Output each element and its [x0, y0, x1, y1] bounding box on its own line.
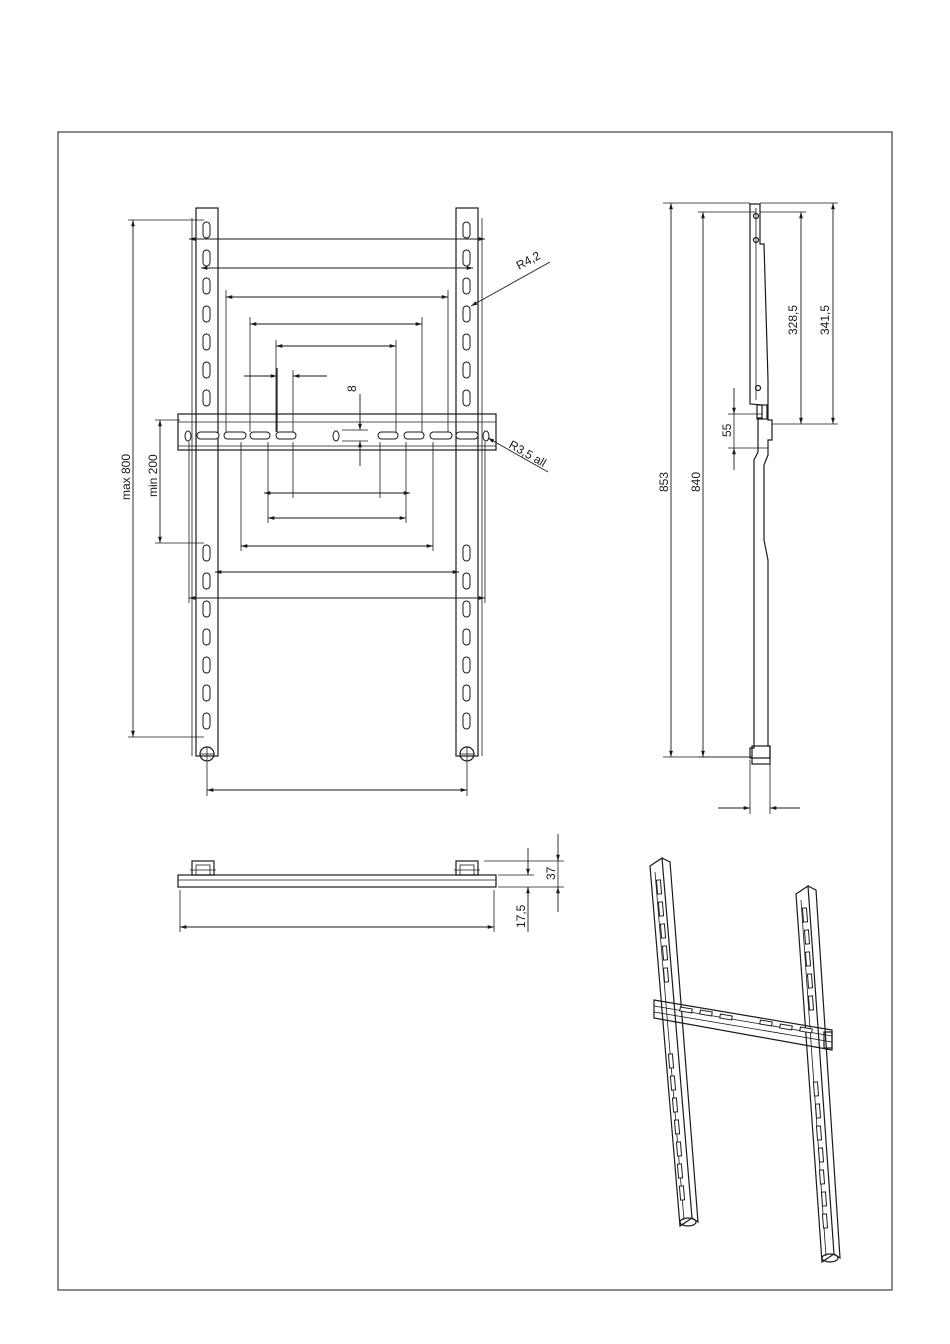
side-view: [657, 203, 838, 814]
label-37: 37: [544, 866, 558, 880]
dimension-840: [689, 212, 756, 757]
iso-right-rail-slots: [802, 908, 827, 1228]
dimension-8: [342, 385, 368, 466]
lower-dimension-lines: [189, 442, 485, 796]
dimension-min-200: [146, 420, 204, 543]
label-840: 840: [689, 471, 703, 492]
side-profile: [750, 204, 772, 764]
label-55: 55: [720, 423, 734, 437]
r35-leader: [488, 437, 549, 472]
label-8: 8: [345, 385, 359, 392]
iso-crossbar: [654, 1000, 832, 1050]
label-3285: 328,5: [786, 304, 800, 335]
front-view: [119, 208, 550, 796]
label-853: 853: [657, 471, 671, 492]
iso-left-rail: [650, 858, 698, 1226]
right-rail-slots: [463, 222, 470, 729]
dimension-853: [657, 203, 750, 757]
top-view: [178, 834, 564, 932]
label-r35: R3,5 all: [506, 437, 549, 470]
dimension-3285: [760, 212, 806, 424]
drawing-frame: [58, 132, 892, 1290]
upper-dimension-lines: [189, 239, 485, 432]
label-r42: R4,2: [513, 248, 543, 273]
left-rail: [192, 208, 218, 761]
label-max-800: max 800: [119, 453, 133, 500]
dimension-37: [484, 834, 564, 912]
left-rail-foot: [200, 747, 214, 761]
label-min-200: min 200: [146, 454, 160, 497]
iso-right-rail: [796, 886, 840, 1262]
right-rail: [456, 208, 482, 761]
label-3415: 341,5: [818, 304, 832, 335]
label-175: 17,5: [514, 904, 528, 928]
dimension-thickness: [718, 760, 800, 814]
left-rail-slots: [203, 222, 210, 729]
dimension-max-800: [119, 220, 204, 737]
iso-left-rail-slots: [656, 880, 684, 1200]
top-view-left-bracket: [190, 861, 216, 875]
dimension-55: [720, 388, 768, 470]
top-view-right-bracket: [454, 861, 480, 875]
r42-leader: [471, 248, 550, 306]
right-rail-foot: [460, 747, 474, 761]
isometric-view: [650, 858, 840, 1262]
